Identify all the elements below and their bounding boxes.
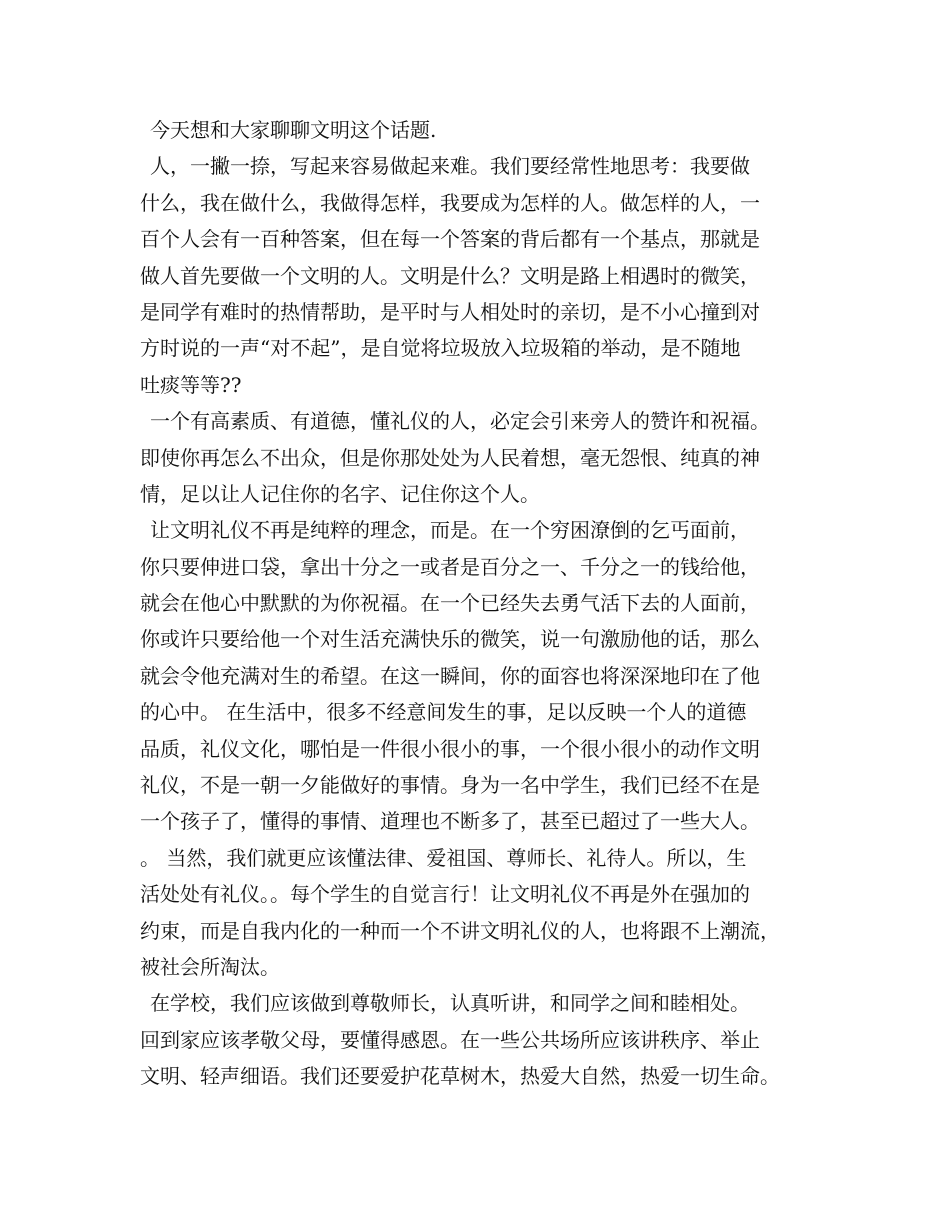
text-line: 就会令他充满对生的希望。在这一瞬间，你的面容也将深深地印在了他 [140,663,760,688]
text-line: 被社会所淘汰。 [140,954,280,979]
text-line: 让文明礼仪不再是纯粹的理念，而是。在一个穷困潦倒的乞丐面前， [150,518,750,543]
text-line: 礼仪，不是一朝一夕能做好的事情。身为一名中学生，我们已经不在是 [140,773,760,798]
text-line: 什么，我在做什么，我做得怎样，我要成为怎样的人。做怎样的人，一 [140,190,760,215]
text-line: 的心中。 在生活中，很多不经意间发生的事，足以反映一个人的道德 [140,700,747,725]
text-line: 就会在他心中默默的为你祝福。在一个已经失去勇气活下去的人面前， [140,591,760,616]
text-line: 今天想和大家聊聊文明这个话题. [150,118,437,142]
text-line: 你或许只要给他一个对生活充满快乐的微笑，说一句激励他的话，那么 [140,627,760,652]
document-body [140,112,830,1095]
text-line: 文明、轻声细语。我们还要爱护花草树木，热爱大自然，热爱一切生命。 [140,1064,780,1089]
text-line: 是同学有难时的热情帮助，是平时与人相处时的亲切，是不小心撞到对 [140,299,760,324]
text-line: 一个有高素质、有道德，懂礼仪的人，必定会引来旁人的赞许和祝福。 [150,409,770,434]
text-line: 一个孩子了，懂得的事情、道理也不断多了，甚至已超过了一些大人。 [140,809,760,834]
text-line: 即使你再怎么不出众，但是你那处处为人民着想，毫无怨恨、纯真的神 [140,445,760,470]
text-line: 回到家应该孝敬父母，要懂得感恩。在一些公共场所应该讲秩序、举止 [140,1027,760,1052]
text-line: 人，一撇一捺，写起来容易做起来难。我们要经常性地思考：我要做 [150,154,750,179]
text-line: 做人首先要做一个文明的人。文明是什么？文明是路上相遇时的微笑， [140,263,760,288]
text-line: 活处处有礼仪。。每个学生的自觉言行！让文明礼仪不再是外在强加的 [140,882,750,907]
text-line: 在学校，我们应该做到尊敬师长，认真听讲，和同学之间和睦相处。 [150,991,750,1016]
text-line: 方时说的一声“对不起”，是自觉将垃圾放入垃圾箱的举动，是不随地 [140,336,741,361]
text-line: 吐痰等等?? [140,372,242,397]
text-line: 情，足以让人记住你的名字、记住你这个人。 [140,481,540,506]
text-line: 品质，礼仪文化，哪怕是一件很小很小的事，一个很小很小的动作文明 [140,736,760,761]
text-line: 约束，而是自我内化的一种而一个不讲文明礼仪的人，也将跟不上潮流， [140,918,780,943]
text-line: 。 当然，我们就更应该懂法律、爱祖国、尊师长、礼待人。所以，生 [140,845,747,870]
text-line: 你只要伸进口袋，拿出十分之一或者是百分之一、千分之一的钱给他， [140,554,760,579]
text-line: 百个人会有一百种答案，但在每一个答案的背后都有一个基点，那就是 [140,227,760,252]
